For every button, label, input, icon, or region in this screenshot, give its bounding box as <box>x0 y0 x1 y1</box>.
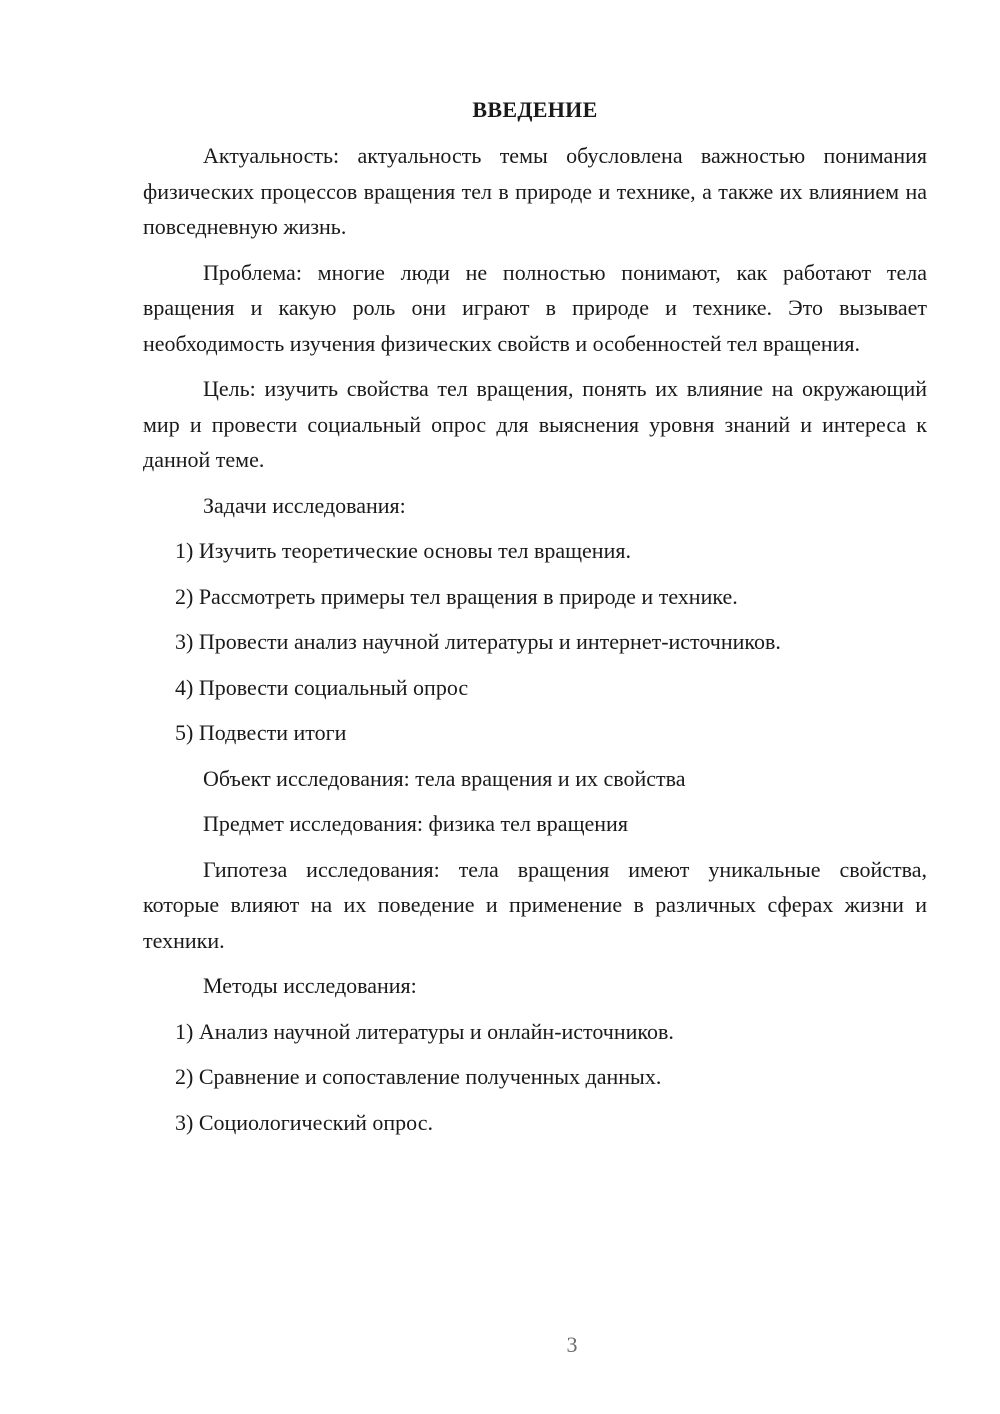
tasks-heading: Задачи исследования: <box>203 492 406 518</box>
method-item: 1) Анализ научной литературы и онлайн-источников. <box>175 1018 674 1044</box>
section-title: ВВЕДЕНИЕ <box>472 97 598 122</box>
research-object: Объект исследования: тела вращения и их свойства <box>203 765 686 791</box>
problem-paragraph: Проблема: многие люди не полностью понимают, как работают тела вращения и какую роль они играют в природе и технике. Это вызывает необходимость изучения физических свойств и особенностей тел вращения. <box>143 259 927 356</box>
task-item: 4) Провести социальный опрос <box>175 674 469 700</box>
research-subject: Предмет исследования: физика тел вращения <box>203 811 628 836</box>
method-item: 3) Социологический опрос. <box>175 1109 433 1135</box>
task-item: 3) Провести анализ научной литературы и интернет-источников. <box>175 629 781 654</box>
relevance-paragraph: Актуальность: актуальность темы обусловлена важностью понимания физических процессов вращения тел в природе и технике, а также их влиянием на повседневную жизнь. <box>143 143 927 239</box>
task-item: 2) Рассмотреть примеры тел вращения в природе и технике. <box>175 583 738 609</box>
method-item: 2) Сравнение и сопоставление полученных данных. <box>175 1064 662 1089</box>
task-item: 5) Подвести итоги <box>175 720 347 745</box>
methods-heading: Методы исследования: <box>203 973 417 998</box>
page-number: 3 <box>566 1332 578 1357</box>
page-content <box>143 92 927 1150</box>
hypothesis-paragraph: Гипотеза исследования: тела вращения имеют уникальные свойства, которые влияют на их поведение и применение в различных сферах жизни и техники. <box>143 856 927 953</box>
task-item: 1) Изучить теоретические основы тел вращения. <box>175 538 631 563</box>
goal-paragraph: Цель: изучить свойства тел вращения, понять их влияние на окружающий мир и провести социальный опрос для выяснения уровня знаний и интереса к данной теме. <box>143 376 927 472</box>
